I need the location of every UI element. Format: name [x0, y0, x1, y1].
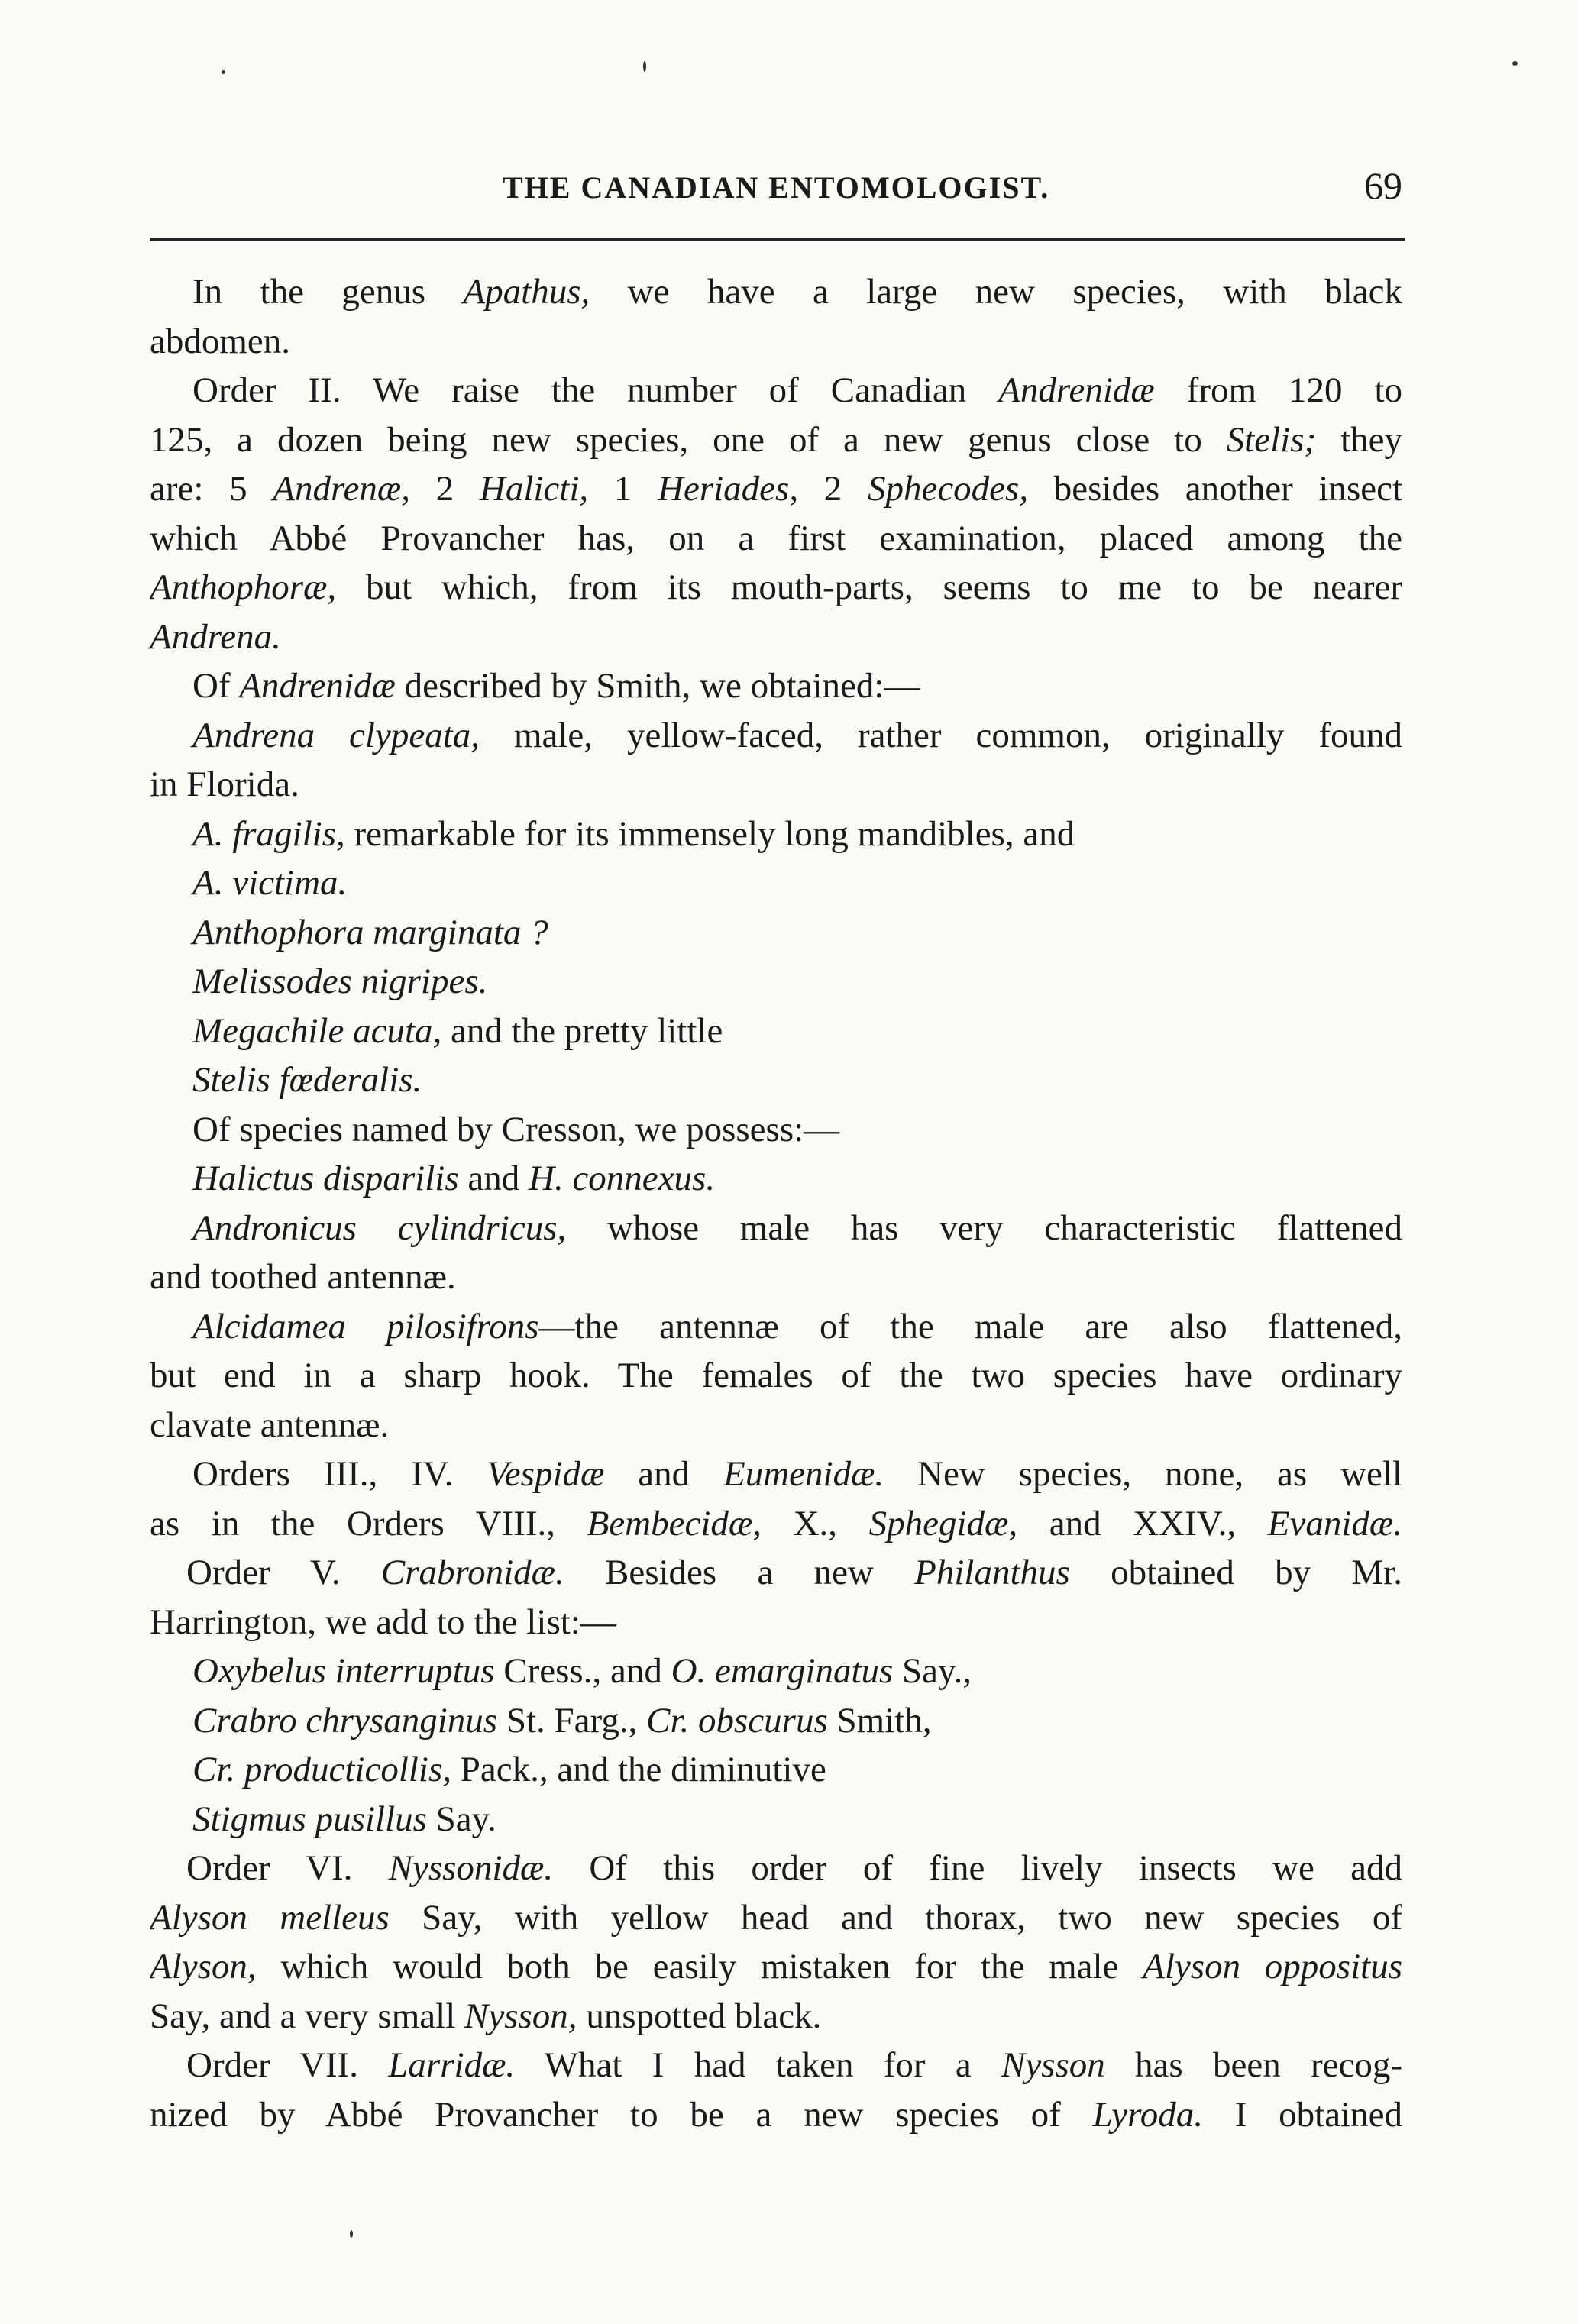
italic-taxon: O. emarginatus [671, 1651, 894, 1691]
text-line [150, 1105, 1402, 1155]
text-line [150, 613, 1402, 662]
italic-taxon: Nyssonidæ. [388, 1848, 554, 1888]
text-line [150, 1055, 1402, 1105]
italic-taxon: Andronicus cylindricus, [192, 1207, 567, 1248]
text-segment: Say, and a very small [150, 1996, 465, 2036]
text-segment: besides another insect [1028, 469, 1402, 509]
italic-taxon: Bembecidæ, [587, 1503, 762, 1543]
text-segment: Orders III., IV. [192, 1454, 487, 1494]
italic-taxon: Halicti, [479, 469, 589, 509]
italic-taxon: Halictus disparilis [192, 1159, 459, 1198]
text-line [150, 1844, 1402, 1893]
text-line [150, 1204, 1402, 1253]
text-line [150, 317, 1402, 367]
text-segment: has been recog- [1104, 2045, 1402, 2085]
text-segment: unspotted black. [577, 1996, 822, 2036]
text-segment: abdomen. [150, 321, 291, 361]
text-segment: Harrington, we add to the list:— [150, 1602, 616, 1642]
header-rule [150, 238, 1405, 241]
text-segment: Say. [426, 1799, 496, 1839]
italic-taxon: Alyson, [150, 1947, 257, 1986]
text-segment: as in the Orders VIII., [150, 1503, 587, 1543]
text-segment: but end in a sharp hook. The females of the two species have ordinary [150, 1356, 1402, 1395]
text-line [150, 908, 1402, 958]
text-segment: Order V. [186, 1553, 381, 1592]
text-segment: Say, with yellow head and thorax, two new species of [389, 1897, 1402, 1938]
text-line [150, 1154, 1402, 1204]
text-segment: and toothed antennæ. [150, 1257, 456, 1297]
italic-taxon: Crabronidæ. [380, 1553, 564, 1592]
text-line [150, 1253, 1402, 1302]
text-line [150, 1992, 1402, 2041]
text-line [150, 1745, 1402, 1795]
italic-taxon: Andrena. [150, 616, 281, 657]
text-line [150, 1351, 1402, 1401]
italic-taxon: Sphegidæ, [868, 1503, 1018, 1543]
text-segment: Cress., and [494, 1651, 671, 1691]
italic-taxon: H. connexus. [529, 1159, 716, 1198]
text-line [150, 2041, 1402, 2090]
text-segment: are: 5 [150, 469, 273, 509]
text-line [150, 415, 1402, 465]
italic-taxon: Eumenidæ. [723, 1454, 884, 1494]
text-segment: clavate antennæ. [150, 1404, 390, 1445]
text-line [150, 1450, 1402, 1499]
text-segment: obtained by Mr. [1069, 1553, 1402, 1592]
scan-speck [350, 2230, 353, 2238]
text-line [150, 1942, 1402, 1992]
text-segment: Of [192, 666, 240, 706]
text-segment: they [1316, 419, 1402, 460]
italic-taxon: Larridæ. [388, 2045, 516, 2085]
text-line [150, 957, 1402, 1007]
text-segment: Pack., and the diminutive [451, 1750, 826, 1789]
text-segment: remarkable for its immensely long mandibles, and [344, 813, 1075, 854]
italic-taxon: Cr. obscurus [646, 1700, 828, 1741]
italic-taxon: Alyson oppositus [1143, 1947, 1402, 1986]
text-segment: and [604, 1454, 723, 1494]
italic-taxon: Philanthus [914, 1553, 1070, 1592]
text-line [150, 810, 1402, 859]
text-segment: which Abbé Provancher has, on a first examination, placed among the [150, 518, 1402, 558]
text-line [150, 2090, 1402, 2140]
italic-taxon: Anthophoræ, [150, 567, 337, 607]
text-line [150, 661, 1402, 711]
italic-taxon: Andrenæ, [273, 469, 411, 509]
italic-taxon: Andrenidæ [239, 666, 396, 706]
text-segment: Order II. We raise the number of Canadian [192, 370, 999, 410]
text-segment: Of species named by Cresson, we possess:— [192, 1109, 840, 1149]
text-segment: In the genus [192, 272, 464, 312]
italic-taxon: Heriades, [658, 469, 799, 509]
italic-taxon: Andrenidæ [998, 370, 1155, 410]
italic-taxon: Vespidæ [487, 1454, 605, 1494]
italic-taxon: Nysson, [464, 1996, 577, 2036]
text-segment: Besides a new [564, 1553, 915, 1592]
text-line [150, 366, 1402, 415]
text-line [150, 1007, 1402, 1056]
text-line [150, 1548, 1402, 1598]
body-text [150, 267, 1402, 2139]
italic-taxon: A. fragilis, [192, 813, 345, 854]
italic-taxon: Nysson [1001, 2045, 1105, 2085]
text-segment: Order VII. [186, 2045, 389, 2085]
text-segment: male, yellow-faced, rather common, originally found [480, 715, 1402, 755]
text-segment: 2 [410, 469, 480, 509]
text-segment: X., [761, 1503, 869, 1543]
text-segment: which would both be easily mistaken for the male [256, 1947, 1143, 1986]
text-segment: from 120 to [1154, 370, 1402, 410]
text-segment: in Florida. [150, 764, 299, 804]
text-segment: we have a large new species, with black [590, 272, 1402, 312]
scan-speck [222, 70, 225, 74]
text-line [150, 1696, 1402, 1746]
text-line [150, 1499, 1402, 1549]
text-segment: and the pretty little [441, 1010, 723, 1051]
text-line [150, 1302, 1402, 1352]
text-line [150, 514, 1402, 564]
text-line [150, 267, 1402, 317]
text-segment: and [458, 1159, 529, 1198]
italic-taxon: Megachile acuta, [192, 1010, 442, 1051]
page-header [150, 164, 1402, 215]
italic-taxon: Alcidamea pilosifrons [192, 1306, 539, 1346]
text-line [150, 858, 1402, 908]
italic-taxon: Stelis fœderalis. [192, 1060, 422, 1100]
text-segment: 125, a dozen being new species, one of a new genus close to [150, 419, 1227, 460]
italic-taxon: A. victima. [192, 863, 348, 903]
text-segment: described by Smith, we obtained:— [395, 666, 920, 706]
text-line [150, 1598, 1402, 1647]
text-line [150, 1401, 1402, 1450]
italic-taxon: Lyroda. [1092, 2094, 1203, 2135]
italic-taxon: Alyson melleus [150, 1897, 390, 1938]
text-segment: whose male has very characteristic flattened [566, 1207, 1402, 1248]
text-line [150, 563, 1402, 613]
text-segment: I obtained [1202, 2094, 1402, 2135]
italic-taxon: Cr. producticollis, [192, 1750, 452, 1789]
text-line [150, 711, 1402, 761]
text-segment: What I had taken for a [515, 2045, 1001, 2085]
text-segment: —the antennæ of the male are also flattened, [538, 1306, 1402, 1346]
text-segment: and XXIV., [1017, 1503, 1268, 1543]
text-line [150, 1893, 1402, 1943]
scan-speck [643, 61, 646, 72]
text-line [150, 760, 1402, 810]
italic-taxon: Crabro chrysanginus [192, 1700, 498, 1741]
italic-taxon: Anthophora marginata ? [192, 912, 548, 952]
italic-taxon: Andrena clypeata, [192, 715, 480, 755]
text-line [150, 1795, 1402, 1844]
text-segment: 2 [798, 469, 868, 509]
italic-taxon: Stelis; [1226, 419, 1317, 460]
text-segment: nized by Abbé Provancher to be a new species of [150, 2094, 1093, 2135]
italic-taxon: Evanidæ. [1267, 1503, 1402, 1543]
text-segment: Order VI. [186, 1848, 389, 1888]
running-head: THE CANADIAN ENTOMOLOGIST. [503, 170, 1050, 205]
text-line [150, 464, 1402, 514]
text-segment: but which, from its mouth-parts, seems to me to be nearer [336, 567, 1402, 607]
text-segment: St. Farg., [497, 1700, 647, 1741]
text-segment: New species, none, as well [884, 1454, 1402, 1494]
text-segment: Smith, [827, 1700, 932, 1741]
italic-taxon: Melissodes nigripes. [192, 962, 488, 1001]
text-segment: Say., [893, 1651, 972, 1691]
scan-speck [1512, 61, 1518, 66]
text-segment: Of this order of fine lively insects we add [553, 1848, 1402, 1888]
italic-taxon: Sphecodes, [867, 469, 1029, 509]
text-segment: 1 [588, 469, 658, 509]
italic-taxon: Stigmus pusillus [192, 1799, 427, 1839]
italic-taxon: Oxybelus interruptus [192, 1651, 495, 1691]
italic-taxon: Apathus, [463, 272, 590, 312]
page-number: 69 [1364, 164, 1402, 207]
text-line [150, 1647, 1402, 1696]
